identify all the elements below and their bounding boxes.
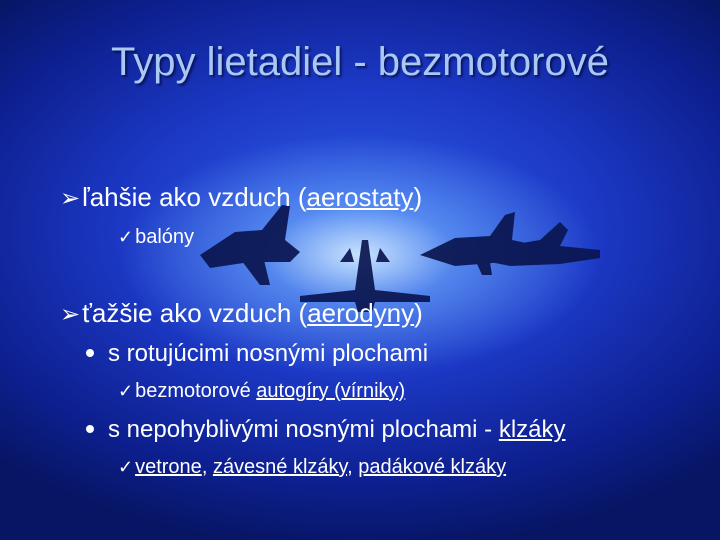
check-bullet-icon: ✓	[118, 227, 134, 247]
sub-bullet-text: balóny	[135, 226, 195, 248]
bullet-rotating-surfaces	[86, 340, 428, 368]
link-klzaky[interactable]: klzáky	[498, 416, 566, 443]
bullet-suffix: )	[414, 298, 423, 328]
bullet-suffix: )	[413, 182, 423, 212]
bullet-fixed-surfaces	[86, 416, 566, 444]
arrow-bullet-icon: ➢	[60, 184, 81, 212]
bullet-text: ťažšie ako vzduch (	[82, 298, 308, 328]
bullet-text: ľahšie ako vzduch (	[82, 182, 307, 212]
sub-bullet-autogiry	[118, 380, 405, 403]
bullet-text: s rotujúcimi nosnými plochami	[108, 340, 429, 367]
link-aerodyny[interactable]: aerodyny	[307, 298, 415, 328]
arrow-bullet-icon: ➢	[60, 300, 81, 328]
link-padakove-klzaky[interactable]: padákové klzáky	[358, 456, 507, 478]
bullet-heavier-than-air	[60, 298, 423, 329]
sub-bullet-glider-types	[118, 456, 506, 479]
slide-title: Typy lietadiel - bezmotorové	[110, 40, 609, 84]
check-bullet-icon: ✓	[118, 457, 134, 477]
link-zavesne-klzaky[interactable]: závesné klzáky	[212, 456, 348, 478]
sub-bullet-balony	[118, 226, 194, 249]
bullet-text: s nepohyblivými nosnými plochami -	[108, 416, 499, 443]
sub-bullet-text: bezmotorové	[135, 380, 257, 402]
link-autogiry[interactable]: autogíry (vírniky)	[256, 380, 406, 402]
link-vetrone[interactable]: vetrone	[135, 456, 202, 478]
link-aerostaty[interactable]: aerostaty	[306, 182, 414, 212]
check-bullet-icon: ✓	[118, 381, 134, 401]
dot-bullet-icon	[86, 349, 94, 357]
separator: ,	[201, 456, 213, 478]
dot-bullet-icon	[86, 425, 94, 433]
separator: ,	[347, 456, 359, 478]
bullet-lighter-than-air	[60, 182, 422, 213]
